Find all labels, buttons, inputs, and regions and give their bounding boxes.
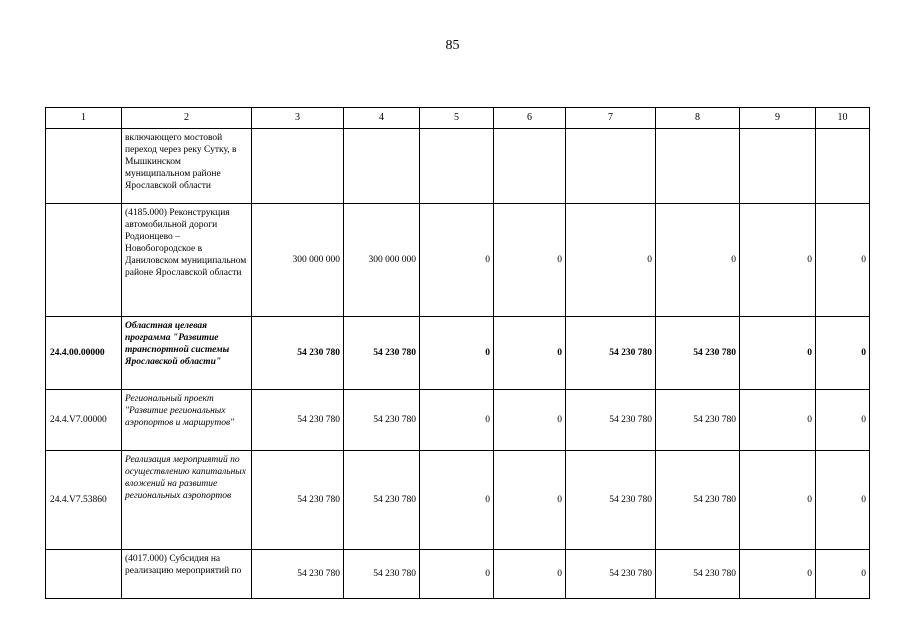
table-cell: 54 230 780 bbox=[252, 550, 344, 599]
row-description: Региональный проект "Развитие региональных аэропортов и маршрутов" bbox=[122, 390, 252, 451]
column-header: 6 bbox=[494, 108, 566, 129]
table-cell bbox=[420, 129, 494, 204]
table-cell: 0 bbox=[740, 550, 816, 599]
table-cell: 0 bbox=[816, 390, 870, 451]
table-cell bbox=[816, 129, 870, 204]
table-cell: 0 bbox=[420, 550, 494, 599]
table-cell: 54 230 780 bbox=[566, 451, 656, 550]
column-header: 5 bbox=[420, 108, 494, 129]
table-cell: 0 bbox=[740, 390, 816, 451]
row-code: 24.4.V7.53860 bbox=[46, 451, 122, 550]
column-header: 9 bbox=[740, 108, 816, 129]
row-description: (4017.000) Субсидия на реализацию мероприятий по bbox=[122, 550, 252, 599]
table-cell: 54 230 780 bbox=[566, 317, 656, 390]
table-cell: 0 bbox=[420, 317, 494, 390]
table-cell: 300 000 000 bbox=[252, 204, 344, 317]
column-header: 3 bbox=[252, 108, 344, 129]
table-cell: 54 230 780 bbox=[344, 390, 420, 451]
table-row bbox=[46, 451, 870, 550]
table-cell: 54 230 780 bbox=[656, 451, 740, 550]
table-cell: 0 bbox=[740, 317, 816, 390]
column-header: 7 bbox=[566, 108, 656, 129]
row-code bbox=[46, 129, 122, 204]
table-cell bbox=[656, 129, 740, 204]
table-cell: 54 230 780 bbox=[344, 317, 420, 390]
table-cell: 0 bbox=[816, 451, 870, 550]
table-cell: 0 bbox=[494, 550, 566, 599]
table-cell: 0 bbox=[420, 451, 494, 550]
table-cell: 0 bbox=[420, 204, 494, 317]
table-cell: 0 bbox=[494, 204, 566, 317]
table-cell: 0 bbox=[740, 204, 816, 317]
table-cell: 54 230 780 bbox=[656, 550, 740, 599]
table-row bbox=[46, 317, 870, 390]
table-cell bbox=[494, 129, 566, 204]
table-cell bbox=[566, 129, 656, 204]
table-cell: 0 bbox=[494, 317, 566, 390]
table-cell: 0 bbox=[656, 204, 740, 317]
row-description: Областная целевая программа "Развитие транспортной системы Ярославской области" bbox=[122, 317, 252, 390]
table-cell: 54 230 780 bbox=[344, 451, 420, 550]
table-cell: 54 230 780 bbox=[252, 317, 344, 390]
row-description: включающего мостовой переход через реку Сутку, в Мышкинском муниципальном районе Ярославской области bbox=[122, 129, 252, 204]
table-cell: 0 bbox=[816, 317, 870, 390]
row-code bbox=[46, 550, 122, 599]
table-cell: 0 bbox=[566, 204, 656, 317]
table-cell: 54 230 780 bbox=[252, 390, 344, 451]
row-description: Реализация мероприятий по осуществлению капитальных вложений на развитие региональных аэропортов bbox=[122, 451, 252, 550]
column-header: 1 bbox=[46, 108, 122, 129]
page-number: 85 bbox=[445, 38, 460, 53]
table-cell: 54 230 780 bbox=[656, 390, 740, 451]
table-row bbox=[46, 204, 870, 317]
row-code: 24.4.00.00000 bbox=[46, 317, 122, 390]
table-row bbox=[46, 550, 870, 599]
table-cell: 0 bbox=[494, 390, 566, 451]
table-cell bbox=[740, 129, 816, 204]
table-cell: 300 000 000 bbox=[344, 204, 420, 317]
budget-table bbox=[45, 107, 870, 599]
table-cell: 54 230 780 bbox=[344, 550, 420, 599]
column-header: 10 bbox=[816, 108, 870, 129]
table-cell: 0 bbox=[494, 451, 566, 550]
row-code: 24.4.V7.00000 bbox=[46, 390, 122, 451]
table-row bbox=[46, 390, 870, 451]
row-code bbox=[46, 204, 122, 317]
header-row bbox=[46, 108, 870, 129]
table-cell bbox=[344, 129, 420, 204]
table-cell: 0 bbox=[740, 451, 816, 550]
column-header: 4 bbox=[344, 108, 420, 129]
table-row bbox=[46, 129, 870, 204]
table-cell: 0 bbox=[816, 550, 870, 599]
table-cell: 54 230 780 bbox=[566, 550, 656, 599]
table-cell: 54 230 780 bbox=[656, 317, 740, 390]
table-cell: 0 bbox=[420, 390, 494, 451]
table-cell bbox=[252, 129, 344, 204]
table-cell: 54 230 780 bbox=[566, 390, 656, 451]
column-header: 8 bbox=[656, 108, 740, 129]
row-description: (4185.000) Реконструкция автомобильной дороги Родионцево – Новобогородское в Даниловском муниципальном районе Ярославской области bbox=[122, 204, 252, 317]
table-cell: 0 bbox=[816, 204, 870, 317]
column-header: 2 bbox=[122, 108, 252, 129]
table-cell: 54 230 780 bbox=[252, 451, 344, 550]
